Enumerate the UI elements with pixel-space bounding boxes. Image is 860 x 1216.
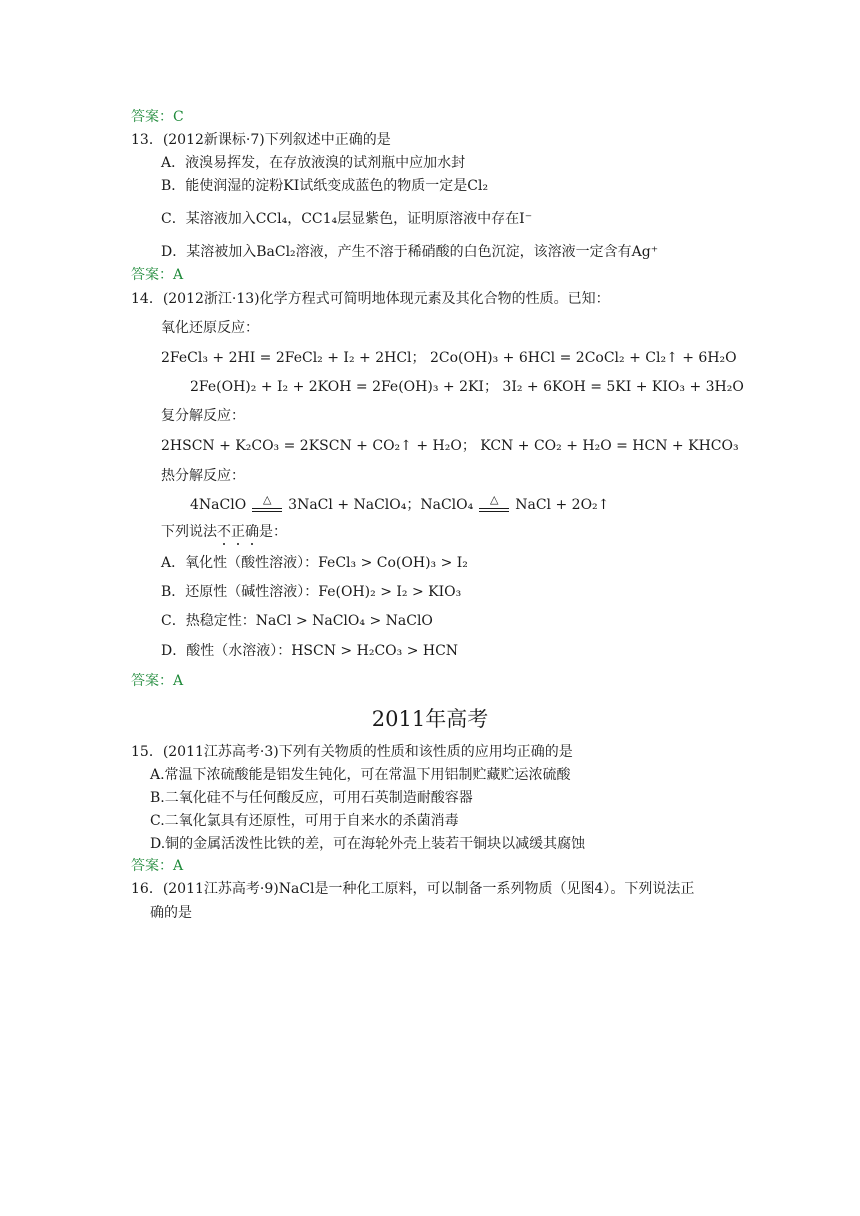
question-14-option-d: D．酸性（水溶液）：HSCN > H₂CO₃ > HCN <box>161 643 459 659</box>
redox-equation-1: 2FeCl₃ + 2HI = 2FeCl₂ + I₂ + 2HCl； 2Co(OH)₃ + 6HCl = 2CoCl₂ + Cl₂↑ + 6H₂O <box>161 350 737 366</box>
question-13-option-d: D．某溶被加入BaCl₂溶液，产生不溶于稀硝酸的白色沉淀，该溶液一定含有Ag⁺ <box>161 244 659 260</box>
question-15-option-d: D.铜的金属活泼性比铁的差，可在海轮外壳上装若干铜块以减缓其腐蚀 <box>150 836 586 852</box>
question-16-stem-line-1: 16．(2011江苏高考·9)NaCl是一种化工原料，可以制备一系列物质（见图4）。下列说法正 <box>131 881 695 897</box>
question-13-option-a: A．液溴易挥发，在存放液溴的试剂瓶中应加水封 <box>161 155 466 171</box>
ask-prefix: 下列说法 <box>161 524 217 540</box>
metathesis-equation: 2HSCN + K₂CO₃ = 2KSCN + CO₂↑ + H₂O； KCN + CO₂ + H₂O = HCN + KHCO₃ <box>161 438 739 454</box>
thermal-eq-right: NaCl + 2O₂↑ <box>515 497 610 513</box>
heating-condition-icon <box>252 493 282 514</box>
redox-label: 氧化还原反应： <box>161 320 259 336</box>
question-13-stem: 13．(2012新课标·7)下列叙述中正确的是 <box>131 132 391 148</box>
question-16-stem-line-2: 确的是 <box>150 905 192 921</box>
question-14-stem: 14．(2012浙江·13)化学方程式可简明地体现元素及其化合物的性质。已知： <box>131 291 610 307</box>
thermal-equation <box>190 493 610 514</box>
section-title: 2011年高考 <box>371 707 489 731</box>
question-15-option-c: C.二氧化氯具有还原性，可用于自来水的杀菌消毒 <box>150 813 459 829</box>
emphasis-char: 正 <box>231 524 245 540</box>
answer-13: 答案：A <box>131 267 184 283</box>
answer-12: 答案：C <box>131 109 184 125</box>
question-13-option-c: C．某溶液加入CCl₄，CC1₄层显紫色，证明原溶液中存在I⁻ <box>161 211 533 227</box>
question-14-option-a: A．氧化性（酸性溶液）：FeCl₃ > Co(OH)₃ > I₂ <box>161 555 468 571</box>
heating-condition-icon <box>479 493 509 514</box>
answer-15: 答案：A <box>131 858 184 874</box>
question-14-option-b: B．还原性（碱性溶液）：Fe(OH)₂ > I₂ > KIO₃ <box>161 584 462 600</box>
delta-symbol: △ <box>262 493 272 506</box>
emphasis-char: 确 <box>245 524 259 540</box>
question-15-option-b: B.二氧化硅不与任何酸反应，可用石英制造耐酸容器 <box>150 790 473 806</box>
question-15-option-a: A.常温下浓硫酸能是铝发生钝化，可在常温下用铝制贮藏贮运浓硫酸 <box>150 767 571 783</box>
thermal-label: 热分解反应： <box>161 468 245 484</box>
thermal-eq-middle: 3NaCl + NaClO₄；NaClO₄ <box>288 497 474 513</box>
thermal-eq-left: 4NaClO <box>190 497 247 513</box>
ask-suffix: 是： <box>259 524 287 540</box>
question-14-ask <box>161 523 287 541</box>
answer-14: 答案：A <box>131 673 184 689</box>
metathesis-label: 复分解反应： <box>161 408 245 424</box>
redox-equation-2: 2Fe(OH)₂ + I₂ + 2KOH = 2Fe(OH)₃ + 2KI； 3I₂ + 6KOH = 5KI + KIO₃ + 3H₂O <box>190 379 744 395</box>
question-14-option-c: C．热稳定性：NaCl > NaClO₄ > NaClO <box>161 613 433 629</box>
question-13-option-b: B．能使润湿的淀粉KI试纸变成蓝色的物质一定是Cl₂ <box>161 178 489 194</box>
question-15-stem: 15．(2011江苏高考·3)下列有关物质的性质和该性质的应用均正确的是 <box>131 744 573 760</box>
emphasis-char: 不 <box>217 524 231 540</box>
delta-symbol: △ <box>490 493 499 506</box>
